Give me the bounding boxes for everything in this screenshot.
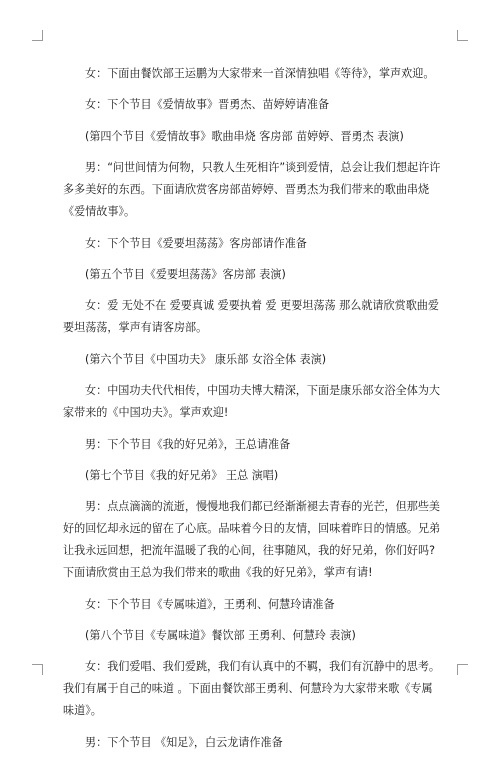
document-body: [63, 63, 443, 763]
paragraph: (第六个节目《中国功夫》 康乐部 女浴全体 表演): [85, 352, 327, 366]
paragraph: 男：下个节目《我的好兄弟》，王总请准备: [85, 437, 291, 451]
paragraph: (第七个节目《我的好兄弟》 王总 演唱): [85, 468, 279, 482]
paragraph: 女：我们爱唱、我们爱跳，我们有认真中的不羁，我们有沉静中的思考。我们有属于自己的味道 。下面由餐饮部王勇利、何慧玲为大家带来歌《专属味道》。: [63, 660, 441, 718]
paragraph: (第八个节目《专属味道》餐饮部 王勇利、何慧玲 表演): [85, 629, 356, 643]
paragraph: 女：爱 无处不在 爱要真诚 爱要执着 爱 更要坦荡荡 那么就请欣赏歌曲爱要坦荡荡，掌声有请客房部。: [63, 299, 439, 335]
paragraph: 男：点点滴滴的流逝，慢慢地我们都已经渐渐褪去青春的光芒，但那些美好的回忆却永远的留在了心底。品味着今日的友情，回味着昨日的情感。兄弟 让我永远回想，把流年温暖了我的心间，往事随风，我的好兄弟，你们好吗?下面请欣赏由王总为我们带来的歌曲《我的好兄弟》，掌声有请!: [63, 500, 441, 580]
paragraph: 女：下个节目《爱情故事》晋勇杰、苗婷婷请准备: [85, 98, 330, 112]
paragraph: 女：下面由餐饮部王运鹏为大家带来一首深情独唱《等待》，掌声欢迎。: [85, 67, 435, 80]
paragraph: 男：下个节目 《知足》，白云龙请作准备: [85, 735, 283, 749]
paragraph: 女：下个节目《专属味道》，王勇利、何慧玲请准备: [85, 597, 335, 611]
crop-mark-bottom-right: [457, 664, 468, 675]
crop-mark-top-right: [457, 30, 468, 41]
paragraph: 男：“问世间情为何物，只教人生死相许”谈到爱情，总会让我们想起许许多多美好的东西。下面请欣赏客房部苗婷婷、晋勇杰为我们带来的歌曲串烧《爱情故事》。: [63, 161, 441, 219]
paragraph: (第五个节目《爱要坦荡荡》客房部 表演): [85, 267, 286, 281]
paragraph: 女：中国功夫代代相传，中国功夫博大精深，下面是康乐部女浴全体为大家带来的《中国功夫》。掌声欢迎!: [63, 384, 441, 420]
paragraph: (第四个节目《爱情故事》歌曲串烧 客房部 苗婷婷、晋勇杰 表演): [85, 129, 404, 143]
paragraph: 女：下个节目《爱要坦荡荡》客房部请作准备: [85, 236, 307, 250]
crop-mark-bottom-left: [32, 664, 43, 675]
crop-mark-top-left: [32, 30, 43, 41]
